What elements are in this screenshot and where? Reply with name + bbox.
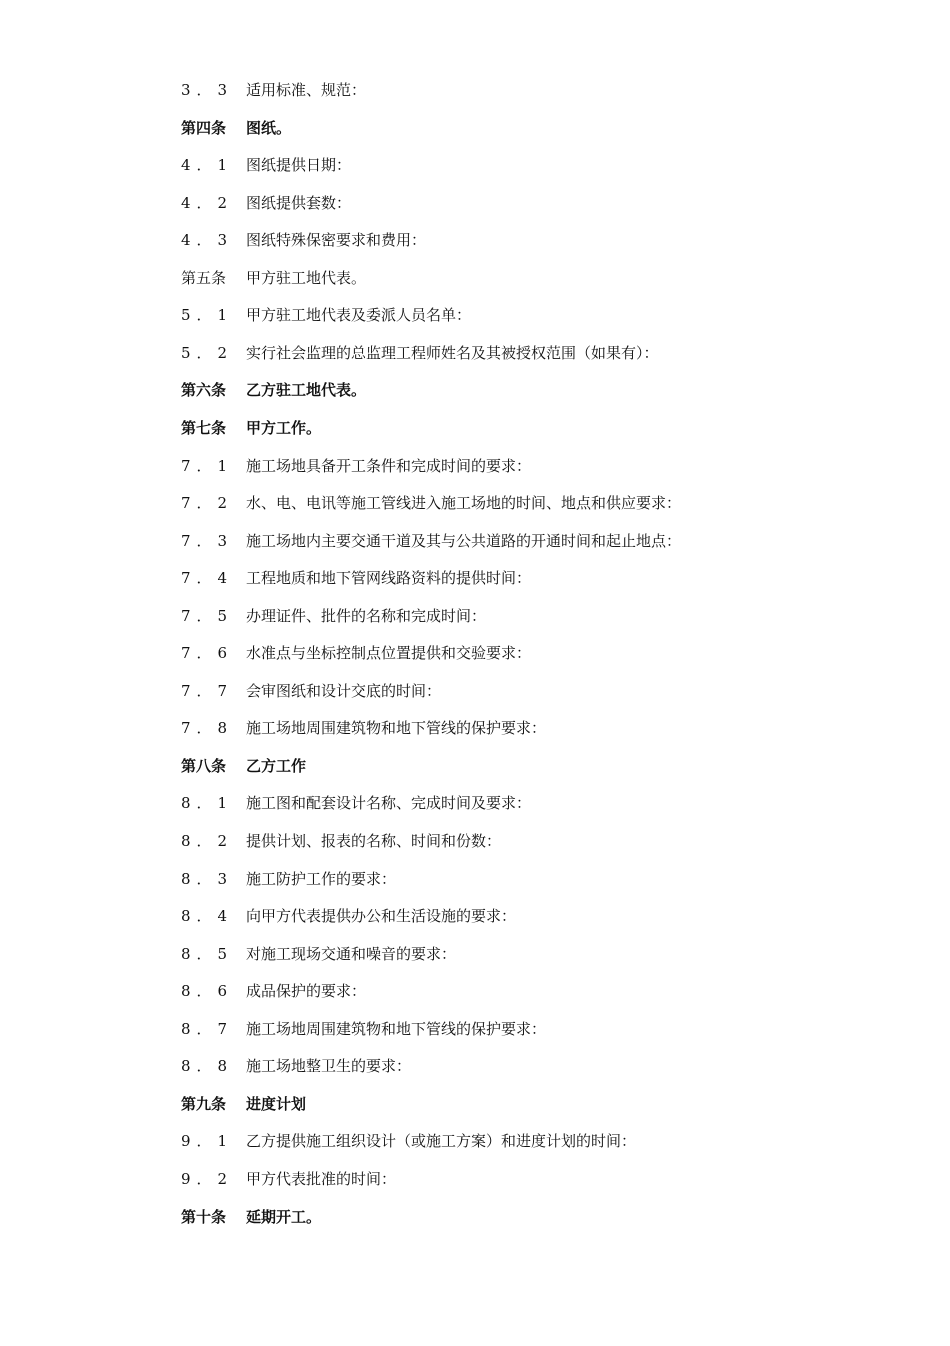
clause-number: 8．3 (181, 870, 234, 888)
clause-number: 7．3 (181, 532, 234, 550)
clause-number: 8．1 (181, 794, 234, 812)
clause-number: 5．2 (181, 344, 234, 362)
clause-number: 7．5 (181, 607, 234, 625)
clause-line (179, 303, 471, 327)
clause-line (179, 78, 366, 102)
clause-line (179, 942, 456, 966)
clause-text: 提供计划、报表的名称、时间和份数： (246, 832, 502, 850)
clause-line (179, 791, 531, 815)
clause-line (179, 829, 501, 853)
clause-text: 甲方驻工地代表及委派人员名单： (246, 306, 472, 324)
clause-line (179, 679, 441, 703)
clause-text: 甲方代表批准的时间： (246, 1170, 397, 1188)
clause-number: 4．2 (181, 194, 234, 212)
clause-text: 甲方驻工地代表。 (246, 269, 367, 287)
clause-number: 第六条 (181, 381, 227, 399)
clause-text: 乙方工作 (246, 757, 307, 775)
clause-text: 施工图和配套设计名称、完成时间及要求： (246, 794, 532, 812)
clause-text: 乙方提供施工组织设计（或施工方案）和进度计划的时间： (246, 1132, 637, 1150)
article-heading (179, 416, 321, 440)
clause-text: 图纸特殊保密要求和费用： (246, 231, 427, 249)
clause-line (179, 867, 396, 891)
clause-text: 会审图纸和设计交底的时间： (246, 682, 442, 700)
clause-number: 8．7 (181, 1020, 234, 1038)
clause-number: 9．1 (181, 1132, 234, 1150)
clause-line (179, 191, 351, 215)
clause-text: 施工场地具备开工条件和完成时间的要求： (246, 457, 532, 475)
clause-number: 7．6 (181, 644, 234, 662)
clause-line (179, 979, 366, 1003)
clause-text: 实行社会监理的总监理工程师姓名及其被授权范围（如果有）： (246, 344, 659, 362)
clause-line (179, 454, 531, 478)
clause-line (179, 641, 531, 665)
clause-line (179, 1129, 636, 1153)
clause-line (179, 1054, 411, 1078)
clause-text: 施工场地内主要交通干道及其与公共道路的开通时间和起止地点： (246, 532, 682, 550)
clause-number: 7．4 (181, 569, 234, 587)
clause-number: 第九条 (181, 1095, 227, 1113)
clause-text: 向甲方代表提供办公和生活设施的要求： (246, 907, 517, 925)
clause-line (179, 491, 681, 515)
clause-line (179, 604, 486, 628)
clause-line (179, 529, 681, 553)
clause-number: 5．1 (181, 306, 234, 324)
clause-text: 施工场地周围建筑物和地下管线的保护要求： (246, 719, 547, 737)
clause-line (179, 1167, 396, 1191)
clause-line (179, 341, 659, 365)
clause-text: 水、电、电讯等施工管线进入施工场地的时间、地点和供应要求： (246, 494, 682, 512)
clause-line (179, 228, 426, 252)
clause-number: 7．8 (181, 719, 234, 737)
clause-text: 甲方工作。 (246, 419, 322, 437)
clause-text: 办理证件、批件的名称和完成时间： (246, 607, 487, 625)
clause-text: 进度计划 (246, 1095, 307, 1113)
clause-number: 3．3 (181, 81, 234, 99)
clause-line (179, 1017, 546, 1041)
clause-text: 施工场地整卫生的要求： (246, 1057, 412, 1075)
article-heading (179, 1092, 306, 1116)
clause-line (179, 153, 351, 177)
clause-text: 工程地质和地下管网线路资料的提供时间： (246, 569, 532, 587)
clause-number: 第十条 (181, 1208, 227, 1226)
clause-number: 7．1 (181, 457, 234, 475)
clause-number: 8．5 (181, 945, 234, 963)
clause-text: 图纸提供套数： (246, 194, 352, 212)
clause-text: 成品保护的要求： (246, 982, 367, 1000)
clause-text: 延期开工。 (246, 1208, 322, 1226)
clause-line (179, 566, 531, 590)
clause-text: 适用标准、规范： (246, 81, 367, 99)
clause-number: 第八条 (181, 757, 227, 775)
article-heading (179, 754, 306, 778)
clause-number: 第四条 (181, 119, 227, 137)
clause-line (179, 716, 546, 740)
clause-text: 对施工现场交通和噪音的要求： (246, 945, 457, 963)
clause-text: 乙方驻工地代表。 (246, 381, 367, 399)
article-heading (179, 378, 366, 402)
clause-text: 图纸提供日期： (246, 156, 352, 174)
article-heading (179, 266, 366, 290)
clause-number: 4．1 (181, 156, 234, 174)
clause-number: 8．2 (181, 832, 234, 850)
clause-number: 第五条 (181, 269, 227, 287)
clause-number: 8．6 (181, 982, 234, 1000)
clause-number: 4．3 (181, 231, 234, 249)
clause-number: 7．2 (181, 494, 234, 512)
clause-number: 8．4 (181, 907, 234, 925)
clause-number: 第七条 (181, 419, 227, 437)
clause-text: 施工场地周围建筑物和地下管线的保护要求： (246, 1020, 547, 1038)
clause-text: 图纸。 (246, 119, 292, 137)
clause-number: 8．8 (181, 1057, 234, 1075)
clause-number: 9．2 (181, 1170, 234, 1188)
clause-text: 施工防护工作的要求： (246, 870, 397, 888)
clause-line (179, 904, 516, 928)
clause-text: 水准点与坐标控制点位置提供和交验要求： (246, 644, 532, 662)
clause-number: 7．7 (181, 682, 234, 700)
article-heading (179, 116, 291, 140)
article-heading (179, 1205, 321, 1229)
